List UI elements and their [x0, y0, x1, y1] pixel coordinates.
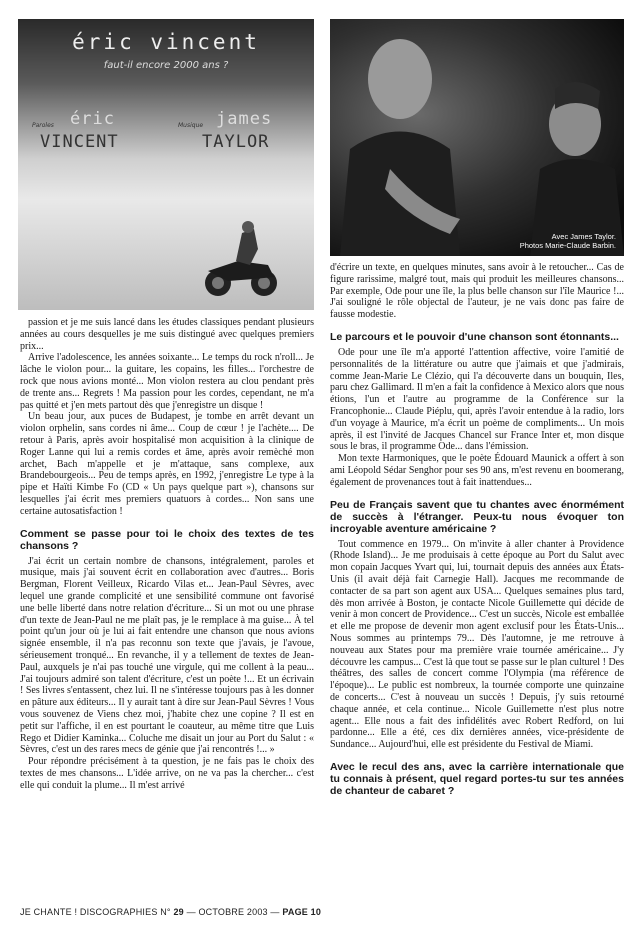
- photo-credit-line: Photos Marie-Claude Barbin.: [519, 241, 616, 250]
- page-number: PAGE 10: [282, 907, 322, 917]
- cover-first-name-left: éric: [70, 109, 115, 129]
- page-footer: [20, 907, 321, 917]
- paragraph: Mon texte Harmoniques, que le poète Édouard Maunick a offert à son ami Léopold Sédar Senghor pour ses 90 ans, m'est revenu en boomerang, également de provenances tout à fait inattendues...: [330, 453, 624, 488]
- paragraph: d'écrire un texte, en quelques minutes, sans avoir à le retoucher... Cas de figure rarissime, malgré tout, mais qui produit les meilleures chansons... Par exemple, Ode pour une île, la plus belle chanson sur l'île Maurice !... J'ai souligné le rôle objectal de l'auteur, je ne vais donc pas faire de fausse modestie.: [330, 262, 624, 321]
- paragraph: Un beau jour, aux puces de Budapest, je tombe en arrêt devant un violon orphelin, sans cordes ni âme... Coup de cœur ! je l'achète.... De retour à Paris, après avoir hospitalisé mon acquisition à la clinique de Roger Lanne qui lui a remis cordes et âme, après avoir remèché mon archet, Bach m'appelle et je m'attaque, sans complexe, aux Brandebourgeois... Peu de temps après, en 1992, j'enregistre Le type à la pipe et Haïti Kimbe Fo (CD « Un pays quelque part »), chansons sur lesquelles j'ai écrit mes premiers quatuors à cordes... Non sans une certaine autosatisfaction !: [20, 411, 314, 517]
- cover-label-lyrics: Paroles: [32, 122, 54, 129]
- two-men-photo-image: [330, 19, 624, 256]
- photo-caption: [520, 232, 616, 250]
- interview-question: Peu de Français savent que tu chantes avec énormément de succès à l'étranger. Peux-tu nous évoquer ton incroyable aventure américaine ?: [330, 498, 624, 535]
- paragraph: passion et je me suis lancé dans les études classiques pendant plusieurs années au cours desquelles je me suis distingué avec quelques premiers prix...: [20, 317, 314, 352]
- cover-first-name-right: james: [216, 109, 273, 129]
- cover-label-music: Musique: [178, 122, 204, 129]
- issue-date: — OCTOBRE 2003 —: [186, 907, 280, 917]
- album-cover: [18, 19, 314, 310]
- paragraph: Arrive l'adolescence, les années soixante... Le temps du rock n'roll... Je lâche le violon pour... la guitare, les copains, les filles... l'orchestre de rock que nous avions monté... Mon violon restera au clou pendant près de trente ans... Regrets ! Ma passion pour les cordes, cependant, ne m'a pas quitté et j'en mets partout dès que j'enregistre un disque !: [20, 352, 314, 411]
- article-column-left: [20, 317, 314, 791]
- cover-last-name-right: TAYLOR: [202, 132, 270, 152]
- paragraph: J'ai écrit un certain nombre de chansons, intégralement, paroles et musique, mais j'ai souvent écrit en collaboration avec d'autres... Boris Bergman, Florent Veilleux, Ricardo Vilas et... Jean-Paul Sèvres, avec lequel une grande complicité et une sensibilité commune ont favorisé une belle liberté dans notre relation d'écriture... Si un mot ou une phrase d'un texte de Jean-Paul ne me plaît pas, je le remplace à ma guise... À tel point qu'un jour où je lui ai fait entendre une chanson que nous avions signée ensemble, il n'a pas reconnu son texte que j'avais, je l'avoue, sérieusement tronqué... En revanche, il y a tellement de textes de Jean-Paul, auxquels je n'ai pas touché une virgule, qui me collent à la peau... J'ai toujours admiré son talent d'écriture, c'est un poète !... Et un écrivain ! Ses livres s'entassent, chez lui. Il ne s'intéresse toujours pas à les donner en pâture aux éditeurs... Il y aurait tant à dire sur Jean-Paul Sèvres ! Vous vous souvenez de Viens chez moi, j'habite chez une copine ? Il est en petit sur l'affiche, il en est pourtant le coauteur, au même titre que Luis Rego et Didier Kaminka... Coluche me disait un jour au Port du Salut : « Sèvres, c'est un des rares mecs de génie que j'ai rencontrés !... »: [20, 555, 314, 756]
- motorcycle-rider-image: [198, 219, 282, 299]
- cover-title: éric vincent: [72, 30, 260, 54]
- article-column-right: [330, 262, 624, 801]
- paragraph: Ode pour une île m'a apporté l'attention affective, voire l'amitié de personnalités de la littérature ou autre que j'aimais et que j'admirais, comme Jean-Marie Le Clézio, qui l'a découverte dans un bouquin, Iles, paru chez Gallimard. Il m'en a fait la confidence à Mexico alors que nous étions, l'un et l'autre au programme de la Conférence sur la Francophonie... Claude Piéplu, qui, après l'avoir entendue à la radio, lors d'un voyage à Maurice, m'a écrit un poème de compliments... Un mois après, il est l'invité de Jacques Chancel sur France Inter et, mon disque sous le bras, il programme Ode... dans l'émission.: [330, 346, 624, 453]
- interview-question: Le parcours et le pouvoir d'une chanson sont étonnants...: [330, 330, 619, 343]
- interview-question: Avec le recul des ans, avec la carrière internationale que tu connais à présent, quel regard portes-tu sur tes années de chanteur de cabaret ?: [330, 760, 624, 797]
- paragraph: Tout commence en 1979... On m'invite à aller chanter à Providence (Rhode Island)... Je me produisais à cette époque au Port du Salut avec mon copain Jacques Yvart qui, lui, tournait depuis des années aux États-Unis (il avait déjà fait Carnegie Hall). Jacques me recommande de contacter de sa part son agent aux USA... Quelques semaines plus tard, dès mon arrivée à Boston, je contacte Nicole Guillemette qui décide de venir à mon concert de Providence... C'est un succès, Nicole est emballée et elle me propose de devenir mon agent exclusif pour les États-Unis... Nous sommes au printemps 79... Dès l'automne, je me retrouve à nouveau aux States pour ma première vraie tournée américaine... J'y découvre les campus... C'est là que tout se passe sur le plan culturel ! Des théâtres, des salles de concert comme l'Olympia (ma référence de l'époque)... Le public est nombreux, la tournée comporte une quinzaine de concerts... C'est à nouveau un succès ! Depuis, j'y suis retourné chaque année, et cela continue... Nicole Guillemette n'est plus notre agent... Elle nous a fait des infidélités avec Robert Redford, on lui pardonne... Elle a été, ces dix dernières années, vice-présidente de Sundance... Aujourd'hui, elle est présidente du Festival de Miami.: [330, 538, 624, 751]
- magazine-name: JE CHANTE ! DISCOGRAPHIES N°: [20, 907, 171, 917]
- cover-last-name-left: VINCENT: [40, 132, 119, 152]
- interview-question: Comment se passe pour toi le choix des textes de tes chansons ?: [20, 527, 314, 552]
- photo-caption-line: Avec James Taylor.: [551, 232, 616, 241]
- paragraph: Pour répondre précisément à ta question, je ne fais pas le choix des textes de mes chansons... L'idée arrive, on ne va pas la chercher... c'est elle qui conduit la plume... Il m'est arrivé: [20, 756, 314, 791]
- issue-number: 29: [173, 907, 184, 917]
- cover-subtitle: faut-il encore 2000 ans ?: [103, 60, 229, 71]
- concert-photo: [330, 19, 624, 256]
